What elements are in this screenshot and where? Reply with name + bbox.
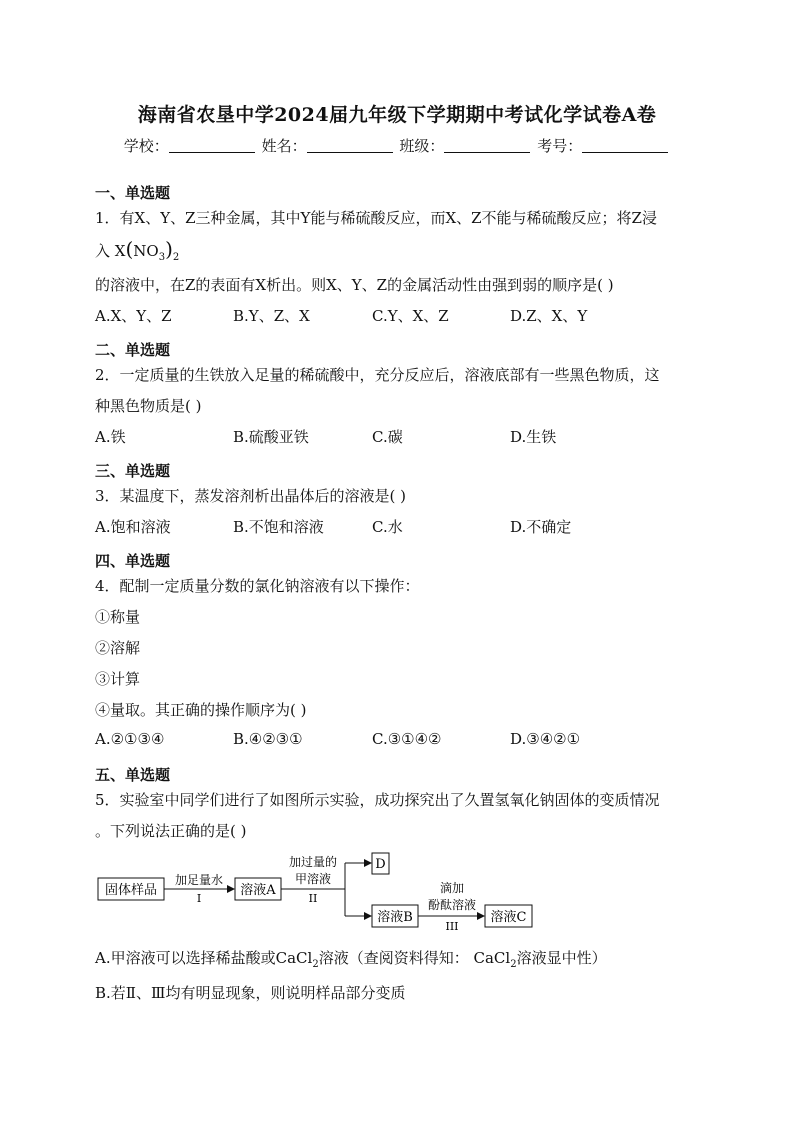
page-title: 海南省农垦中学2024届九年级下学期期中考试化学试卷A卷 — [137, 104, 657, 126]
section-heading-3: 三、单选题 — [95, 462, 171, 480]
question-1-prefix: 入 — [95, 242, 111, 260]
question-5-line-1: 5．实验室中同学们进行了如图所示实验，成功探究出了久置氢氧化钠固体的变质情况 — [95, 791, 660, 809]
cacl-1: CaCl — [275, 949, 313, 967]
option-b[interactable]: B.Y、Z、X — [233, 307, 310, 325]
class-blank[interactable] — [444, 138, 530, 153]
name-blank[interactable] — [307, 138, 393, 153]
option-b[interactable]: B.④②③① — [233, 730, 303, 748]
section-heading-2: 二、单选题 — [95, 341, 171, 359]
formula-sub2: 2 — [172, 252, 180, 263]
question-4-step-1: ①称量 — [95, 608, 141, 626]
question-1-line-3: 的溶液中，在Z的表面有X析出。则X、Y、Z的金属活动性由强到弱的顺序是( ) — [95, 276, 614, 294]
question-4-step-3: ③计算 — [95, 670, 141, 688]
formula-sub3: 3 — [158, 252, 166, 263]
formula-cacl2-2 — [473, 949, 517, 970]
question-5-option-a[interactable] — [95, 947, 607, 970]
option-d[interactable]: D.不确定 — [510, 518, 572, 536]
class-label: 班级： — [399, 137, 445, 155]
question-5-option-b[interactable]: B.若Ⅱ、Ⅲ均有明显现象，则说明样品部分变质 — [95, 984, 406, 1002]
student-info-row — [0, 135, 794, 156]
step-2-number: II — [308, 892, 318, 905]
box-solution-c-text: 溶液C — [490, 910, 527, 925]
question-1-line-1: 1．有X、Y、Z三种金属，其中Y能与稀硫酸反应，而X、Z不能与稀硫酸反应；将Z浸 — [95, 209, 657, 227]
question-3-options — [95, 516, 715, 536]
option-a[interactable]: A.②①③④ — [95, 730, 165, 748]
question-4-options — [95, 730, 715, 750]
formula-x: X — [114, 242, 126, 260]
question-4-line-1: 4．配制一定质量分数的氯化钠溶液有以下操作： — [95, 577, 420, 595]
step-3-number: III — [445, 920, 459, 933]
step-2-label-1: 加过量的 — [288, 855, 338, 869]
section-heading-5: 五、单选题 — [95, 766, 171, 784]
question-2-line-1: 2．一定质量的生铁放入足量的稀硫酸中，充分反应后，溶液底部有一些黑色物质，这 — [95, 366, 660, 384]
box-sample-text: 固体样品 — [104, 883, 158, 898]
question-4-step-4: ④量取。其正确的操作顺序为( ) — [95, 701, 307, 719]
option-c[interactable]: C.③①④② — [372, 730, 442, 748]
step-3-label-2: 酚酞溶液 — [427, 898, 477, 912]
step-1-label: 加足量水 — [174, 873, 224, 887]
option-a[interactable]: A.X、Y、Z — [95, 307, 172, 325]
option-a-text-3: 溶液显中性） — [516, 949, 607, 967]
cacl-2: CaCl — [473, 949, 511, 967]
section-heading-4: 四、单选题 — [95, 552, 171, 570]
option-c[interactable]: C.碳 — [372, 428, 403, 446]
cacl-sub-1: 2 — [312, 959, 319, 970]
option-d[interactable]: D.③④②① — [510, 730, 581, 748]
section-heading-1: 一、单选题 — [95, 184, 171, 202]
cacl-sub-2: 2 — [510, 959, 517, 970]
formula-cacl2-1 — [275, 949, 319, 970]
box-solution-a-text: 溶液A — [240, 883, 276, 898]
option-b[interactable]: B.不饱和溶液 — [233, 518, 324, 536]
step-1-number: I — [196, 892, 202, 905]
option-a-text-2: 溶液（查阅资料得知： — [318, 949, 469, 967]
question-1-line-2 — [95, 237, 179, 263]
option-c[interactable]: C.Y、X、Z — [372, 307, 449, 325]
school-blank[interactable] — [169, 138, 255, 153]
option-d[interactable]: D.生铁 — [510, 428, 557, 446]
question-2-options — [95, 426, 715, 446]
school-label: 学校： — [123, 137, 169, 155]
number-blank[interactable] — [582, 138, 668, 153]
step-3-label-1: 滴加 — [439, 881, 465, 895]
box-solution-b-text: 溶液B — [377, 910, 413, 925]
question-1-options — [95, 305, 715, 325]
box-d-text: D — [375, 857, 386, 872]
step-2-label-2: 甲溶液 — [294, 872, 332, 886]
question-3-line-1: 3．某温度下，蒸发溶剂析出晶体后的溶液是( ) — [95, 487, 407, 505]
question-2-line-2: 种黑色物质是( ) — [95, 397, 202, 415]
option-d[interactable]: D.Z、X、Y — [510, 307, 588, 325]
formula-no: NO — [133, 242, 159, 260]
option-b[interactable]: B.硫酸亚铁 — [233, 428, 309, 446]
name-label: 姓名： — [261, 137, 307, 155]
number-label: 考号： — [537, 137, 583, 155]
formula-x-no3-2: $X(NO_3)_2$ — [114, 237, 180, 263]
question-4-step-2: ②溶解 — [95, 639, 141, 657]
experiment-flow-diagram — [95, 850, 545, 940]
option-c[interactable]: C.水 — [372, 518, 403, 536]
option-a-text-1: A.甲溶液可以选择稀盐酸或 — [95, 949, 276, 967]
option-a[interactable]: A.饱和溶液 — [95, 518, 171, 536]
option-a[interactable]: A.铁 — [95, 428, 126, 446]
question-5-line-2: 。下列说法正确的是( ) — [95, 822, 247, 840]
